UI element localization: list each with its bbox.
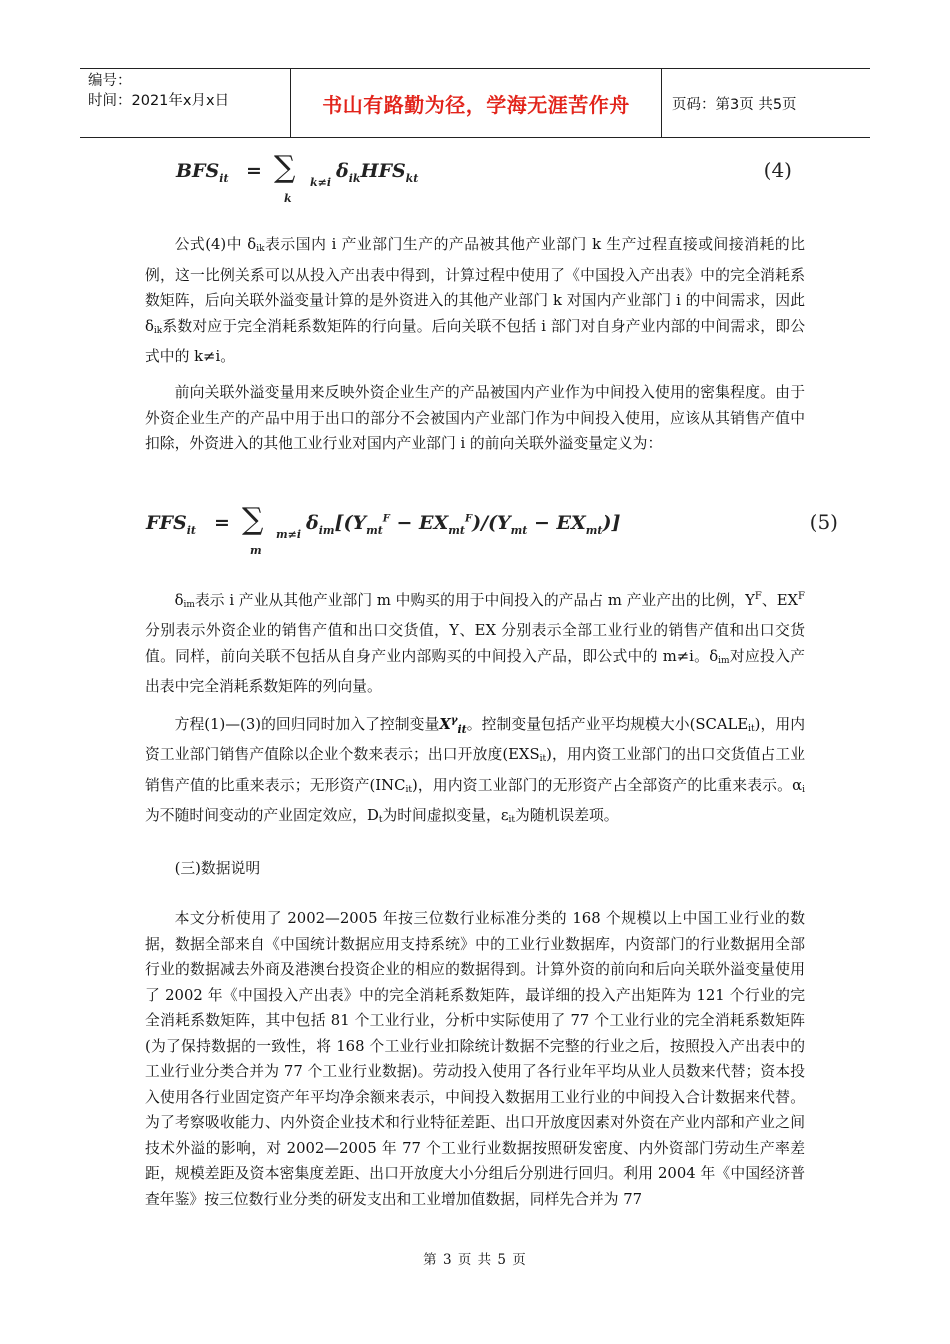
formula-4-body: $\delta_{ik}HFS_{kt}$ <box>336 160 419 185</box>
number-label: 编号： <box>88 73 132 89</box>
header-page-label: 页码：第3页 共5页 <box>672 96 797 113</box>
paragraph-5: 本文分析使用了 2002—2005 年按三位数行业标准分类的 168 个规模以上中国工业行业的数据，数据全部来自《中国统计数据应用支持系统》中的工业行业数据库，内资部门的行业数据用全部行业的数据减去外商及港澳台投资企业的相应的数据得到。计算外资的前向和后向关联外溢变量使用了 2002 年《中国投入产出表》中的完全消耗系数矩阵，最详细的投入产出矩阵为 121 个行业的完全消耗系数矩阵，其中包括 81 个工业行业，分析中实际使用了 77 个工业行业的完全消耗系数矩阵(为了保持数据的一致性，将 168 个工业行业扣除统计数据不完整的行业之后，按照投入产出表中的工业行业分类合并为 77 个工业行业数据)。劳动投入使用了各行业年平均从业人员数来代替；资本投入使用各行业固定资产年平均净余额来表示，中间投入数据用工业行业的中间投入合计数据来代替。为了考察吸收能力、内外资企业技术和行业特征差距、出口开放度因素对外资在产业内部和产业之间技术外溢的影响，对 2002—2005 年 77 个工业行业数据按照研发密度、内外资部门劳动生产率差距，规模差距及资本密集度差距、出口开放度大小分组后分别进行回归。利用 2004 年《中国经济普查年鉴》按三位数行业分类的研发支出和工业增加值数据，同样先合并为 77 <box>145 910 805 1208</box>
control-variable: $X^\gamma_{it}$ <box>439 715 467 736</box>
formula-5-eq: = <box>214 512 230 534</box>
formula-5-sigma-under: m <box>250 544 262 557</box>
header-motto: 书山有路勤为径，学海无涯苦作舟 <box>291 69 662 137</box>
paragraph-2: 前向关联外溢变量用来反映外资企业生产的产品被国内产业作为中间投入使用的密集程度。由于外资企业生产的产品中用于出口的部分不会被国内产业部门作为中间投入使用，应该从其销售产值中扣除，外资进入的其他工业行业对国内产业部门 i 的前向关联外溢变量定义为： <box>145 384 805 452</box>
page-header <box>80 68 870 138</box>
formula-4-lhs: $BFS_{it}$ <box>176 160 229 185</box>
formula-4-eq: = <box>246 160 262 182</box>
formula-4-sigma-under: k <box>284 192 292 205</box>
formula-5-number: (5) <box>809 510 838 534</box>
date-label: 时间：2021年x月x日 <box>88 93 230 109</box>
formula-4-sigma-sub: k≠i <box>310 176 332 189</box>
formula-5-body: $\delta_{im}[(Y_{mt}^F - EX_{mt}^F)/(Y_{mt} - EX_{mt})]$ <box>306 512 621 537</box>
formula-5-sigma: ∑ <box>242 502 264 537</box>
formula-4-sigma: ∑ <box>274 150 296 185</box>
paragraph-4: 方程(1)—(3)的回归同时加入了控制变量$X^\gamma_{it}$。控制变量包括产业平均规模大小(SCALEit)，用内资工业部门销售产值除以企业个数来表示；出口开放度(EXSit)，用内资工业部门的出口交货值占工业销售产值的比重来表示；无形资产(INCit)，用内资工业部门的无形资产占全部资产的比重来表示。αi为不随时间变动的产业固定效应，Dt为时间虚拟变量，εit为随机误差项。 <box>145 715 806 826</box>
page-footer: 第 3 页 共 5 页 <box>423 1252 527 1268</box>
formula-5-lhs: $FFS_{it}$ <box>146 512 196 537</box>
paragraph-3: δim表示 i 产业从其他产业部门 m 中购买的用于中间投入的产品占 m 产业产出的比例，$Y^F$、$EX^F$分别表示外资企业的销售产值和出口交货值，Y、EX 分别表示全部工业行业的销售产值和出口交货值。同样，前向关联不包括从自身产业内部购买的中间投入产品，即公式中的 m≠i。δim对应投入产出表中完全消耗系数矩阵的列向量。 <box>145 591 805 696</box>
paragraph-1: 公式(4)中 δik表示国内 i 产业部门生产的产品被其他产业部门 k 生产过程直接或间接消耗的比例，这一比例关系可以从投入产出表中得到，计算过程中使用了《中国投入产出表》中的完全消耗系数矩阵，后向关联外溢变量计算的是外资进入的其他产业部门 k 对国内产业部门 i 的中间需求，因此 δik系数对应于完全消耗系数矩阵的行向量。后向关联不包括 i 部门对自身产业内部的中间需求，即公式中的 k≠i。 <box>145 236 805 365</box>
formula-4 <box>176 150 836 210</box>
formula-5 <box>146 502 842 562</box>
section-heading: (三)数据说明 <box>174 860 261 877</box>
header-meta <box>80 69 291 137</box>
formula-5-sigma-sub: m≠i <box>276 528 302 541</box>
formula-4-number: (4) <box>763 158 792 182</box>
